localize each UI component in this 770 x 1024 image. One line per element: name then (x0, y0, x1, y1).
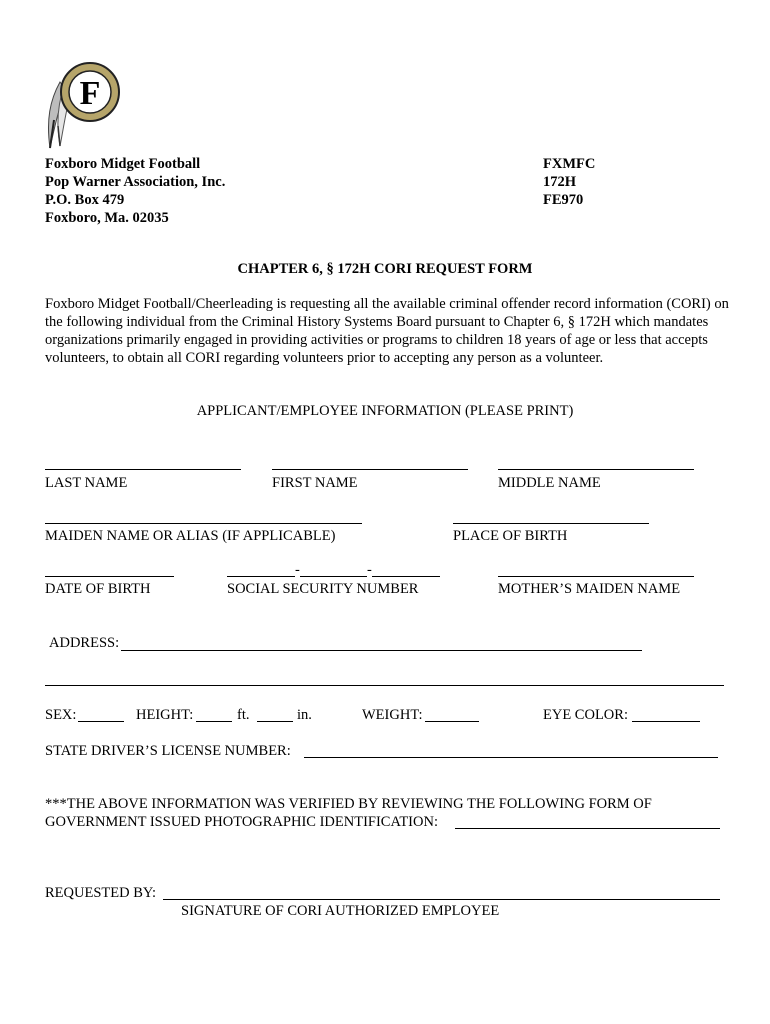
signature-field[interactable] (163, 899, 720, 900)
feet-label: ft. (237, 707, 250, 723)
org-name: Foxboro Midget Football (45, 156, 201, 172)
foxboro-logo (44, 60, 124, 152)
eye-color-field[interactable] (632, 721, 700, 722)
intro-paragraph: Foxboro Midget Football/Cheerleading is requesting all the available criminal offender record information (CORI) on the following individual from the Criminal History Systems Board pursuant to Chapter 6, § 172H which mandates organizations primarily engaged in providing activities or programs to children 18 years of age or less that accepts volunteers, to obtain all CORI regarding volunteers prior to accepting any person as a volunteer. (45, 296, 729, 366)
ssn-field-part1[interactable] (227, 576, 295, 577)
ssn-label: SOCIAL SECURITY NUMBER (227, 581, 419, 597)
org-city: Foxboro, Ma. 02035 (45, 210, 169, 226)
org-po-box: P.O. Box 479 (45, 192, 125, 208)
eye-color-label: EYE COLOR: (543, 707, 628, 723)
code-line: FXMFC (543, 156, 596, 172)
last-name-field[interactable] (45, 469, 241, 470)
maiden-name-field[interactable] (45, 523, 362, 524)
ssn-separator: - (367, 562, 372, 578)
mothers-maiden-name-label: MOTHER’S MAIDEN NAME (498, 581, 681, 597)
last-name-label: LAST NAME (45, 475, 128, 491)
mothers-maiden-name-field[interactable] (498, 576, 694, 577)
form-title: CHAPTER 6, § 172H CORI REQUEST FORM (237, 261, 533, 277)
code-line: 172H (543, 174, 577, 190)
address-label: ADDRESS: (49, 635, 120, 651)
address-field-line2[interactable] (45, 685, 724, 686)
weight-field[interactable] (425, 721, 479, 722)
place-of-birth-field[interactable] (453, 523, 649, 524)
height-label: HEIGHT: (136, 707, 194, 723)
code-line: FE970 (543, 192, 584, 208)
sex-label: SEX: (45, 707, 77, 723)
logo-letter: F (79, 75, 101, 112)
photo-id-field[interactable] (455, 828, 720, 829)
ssn-field-part2[interactable] (300, 576, 367, 577)
middle-name-label: MIDDLE NAME (498, 475, 601, 491)
maiden-name-label: MAIDEN NAME OR ALIAS (IF APPLICABLE) (45, 528, 336, 544)
first-name-field[interactable] (272, 469, 468, 470)
sex-field[interactable] (78, 721, 124, 722)
requested-by-label: REQUESTED BY: (45, 885, 157, 901)
license-field[interactable] (304, 757, 718, 758)
first-name-label: FIRST NAME (272, 475, 358, 491)
section-heading: APPLICANT/EMPLOYEE INFORMATION (PLEASE PRINT) (196, 403, 574, 419)
date-of-birth-field[interactable] (45, 576, 174, 577)
license-label: STATE DRIVER’S LICENSE NUMBER: (45, 743, 291, 759)
date-of-birth-label: DATE OF BIRTH (45, 581, 151, 597)
ssn-separator: - (295, 562, 300, 578)
verification-line1: ***THE ABOVE INFORMATION WAS VERIFIED BY REVIEWING THE FOLLOWING FORM OF (45, 796, 652, 812)
middle-name-field[interactable] (498, 469, 694, 470)
place-of-birth-label: PLACE OF BIRTH (453, 528, 568, 544)
org-association: Pop Warner Association, Inc. (45, 174, 226, 190)
inches-label: in. (297, 707, 312, 723)
ssn-field-part3[interactable] (372, 576, 440, 577)
signature-caption: SIGNATURE OF CORI AUTHORIZED EMPLOYEE (181, 903, 500, 919)
height-feet-field[interactable] (196, 721, 232, 722)
weight-label: WEIGHT: (362, 707, 423, 723)
height-inches-field[interactable] (257, 721, 293, 722)
address-field-line1[interactable] (121, 650, 642, 651)
verification-line2: GOVERNMENT ISSUED PHOTOGRAPHIC IDENTIFICATION: (45, 814, 438, 830)
